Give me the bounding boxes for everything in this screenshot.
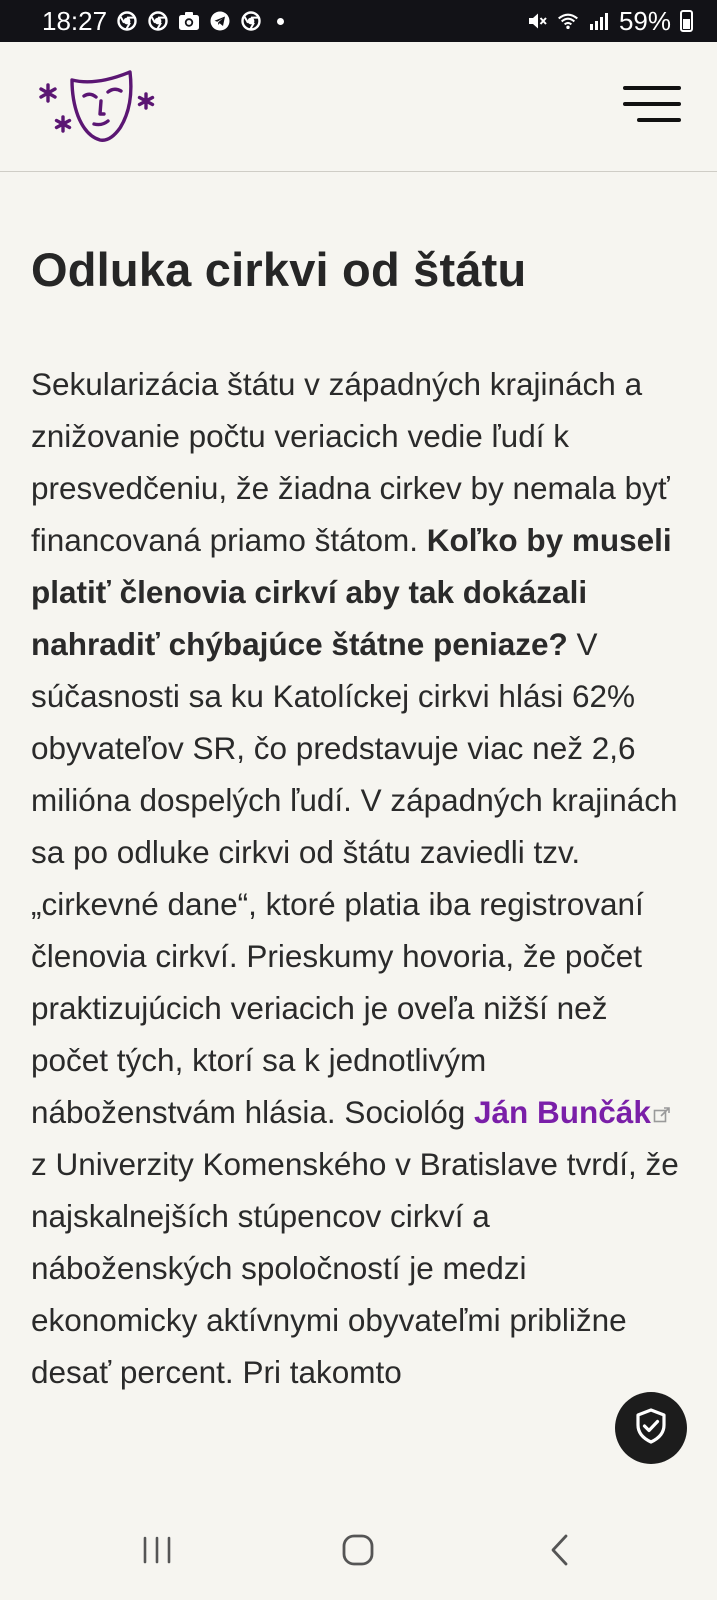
recent-apps-icon[interactable] xyxy=(127,1530,187,1570)
camera-icon xyxy=(178,10,200,32)
wifi-icon xyxy=(557,10,579,32)
signal-icon xyxy=(588,10,610,32)
paragraph-end: z Univerzity Komenského v Bratislave tvrdí, že najskalnejších stúpencov cirkví a náboženských spoločností je medzi ekonomicky aktívnymi obyvateľmi približne desať percent. Pri takomto xyxy=(31,1145,679,1390)
hamburger-menu-icon[interactable] xyxy=(623,82,681,126)
page-title: Odluka cirkvi od štátu xyxy=(31,243,527,296)
privacy-shield-button[interactable] xyxy=(615,1392,687,1464)
site-header xyxy=(0,42,717,172)
telegram-icon xyxy=(209,10,231,32)
article-paragraph xyxy=(31,358,691,1398)
battery-percent: 59% xyxy=(618,5,671,36)
chrome-icon xyxy=(147,10,169,32)
home-icon[interactable] xyxy=(328,1530,388,1570)
status-bar xyxy=(0,0,717,42)
author-link[interactable]: Ján Bunčák xyxy=(474,1093,651,1130)
shield-check-icon xyxy=(631,1406,671,1450)
battery-icon xyxy=(680,10,693,32)
article xyxy=(31,244,691,1398)
theatre-mask-logo[interactable] xyxy=(34,66,158,148)
external-link-icon xyxy=(653,1087,671,1105)
back-icon[interactable] xyxy=(530,1530,590,1570)
system-nav-bar xyxy=(0,1500,717,1600)
chrome-icon xyxy=(116,10,138,32)
mute-icon xyxy=(526,10,548,32)
paragraph-bold-question: Koľko by museli platiť členovia cirkví aby tak dokázali nahradiť chýbajúce štátne peniaze? xyxy=(31,521,672,662)
status-bar-left xyxy=(42,6,284,37)
paragraph-intro: Sekularizácia štátu v západných krajinách a znižovanie počtu veriacich vedie ľudí k presvedčeniu, že žiadna cirkev by nemala byť financovaná priamo štátom. xyxy=(31,365,670,558)
chrome-icon xyxy=(240,10,262,32)
clock: 18:27 xyxy=(42,5,108,36)
status-bar-right xyxy=(526,6,693,37)
paragraph-rest: V súčasnosti sa ku Katolíckej cirkvi hlási 62% obyvateľov SR, čo predstavuje viac než 2,6 milióna dospelých ľudí. V západných krajinách sa po odluke cirkvi od štátu zaviedli tzv. „cirkevné dane“, ktoré platia iba registrovaní členovia cirkví. Prieskumy hovoria, že počet praktizujúcich veriacich je oveľa nižší než počet tých, ktorí sa k jednotlivým náboženstvám hlásia. Sociológ xyxy=(31,625,678,1130)
dot-icon xyxy=(277,18,284,25)
